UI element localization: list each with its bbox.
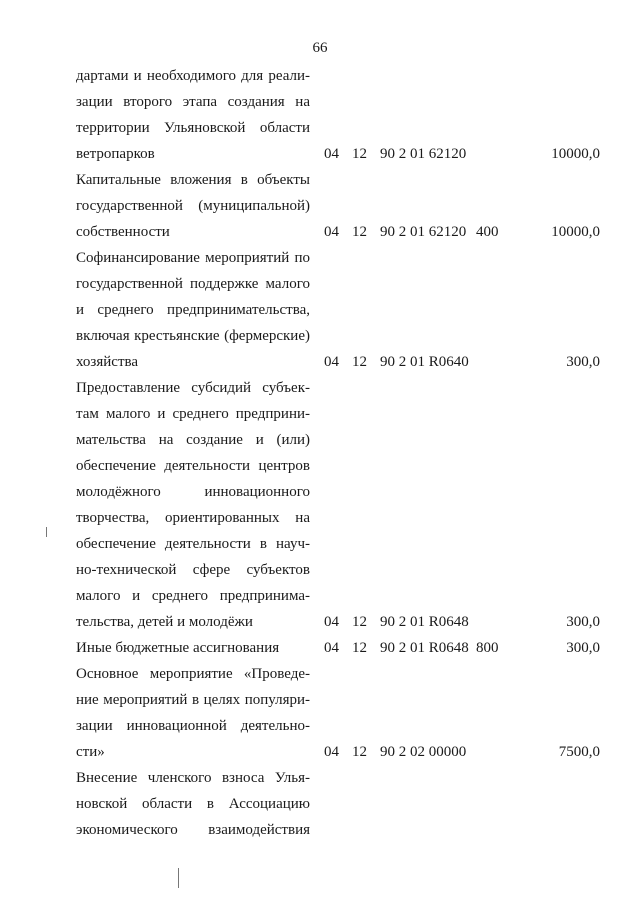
- text-line: Софинансирование мероприятий по: [76, 250, 310, 266]
- section-code: 04: [324, 224, 339, 240]
- subsection-code: 12: [352, 744, 367, 760]
- text-line: малого и среднего предпринима-: [76, 588, 310, 604]
- subsection-code: 12: [352, 354, 367, 370]
- text-line: обеспечение деятельности в науч-: [76, 536, 310, 552]
- amount: 7500,0: [558, 744, 600, 760]
- text-line: государственной поддержке малого: [76, 276, 310, 292]
- amount: 10000,0: [551, 146, 600, 162]
- text-line: территории Ульяновской области: [76, 120, 310, 136]
- section-code: 04: [324, 614, 339, 630]
- section-code: 04: [324, 146, 339, 162]
- amount: 10000,0: [551, 224, 600, 240]
- text-line: собственности: [76, 224, 170, 240]
- text-line: обеспечение деятельности центров: [76, 458, 310, 474]
- text-line: Иные бюджетные ассигнования: [76, 640, 280, 656]
- scan-mark: [178, 868, 179, 888]
- text-line: но-технической сфере субъектов: [76, 562, 310, 578]
- classifier-code: 90 2 01 R0640: [380, 354, 469, 370]
- classifier-code: 90 2 01 62120: [380, 224, 467, 240]
- text-line: мательства на создание и (или): [76, 432, 310, 448]
- text-line: включая крестьянские (фермерские): [76, 328, 310, 344]
- amount: 300,0: [566, 640, 600, 656]
- text-line: Капитальные вложения в объекты: [76, 172, 310, 188]
- subsection-code: 12: [352, 640, 367, 656]
- text-line: Предоставление субсидий субъек-: [76, 380, 310, 396]
- expense-type-code: 800: [476, 640, 499, 656]
- text-line: экономического взаимодействия: [76, 822, 310, 838]
- classifier-code: 90 2 01 R0648: [380, 640, 469, 656]
- text-line: тельства, детей и молодёжи: [76, 614, 253, 630]
- text-line: Внесение членского взноса Улья-: [76, 770, 310, 786]
- text-line: и среднего предпринимательства,: [76, 302, 310, 318]
- text-line: зации инновационной деятельно-: [76, 718, 310, 734]
- amount: 300,0: [566, 614, 600, 630]
- subsection-code: 12: [352, 224, 367, 240]
- section-code: 04: [324, 640, 339, 656]
- text-line: хозяйства: [76, 354, 139, 370]
- text-line: Основное мероприятие «Проведе-: [76, 666, 310, 682]
- subsection-code: 12: [352, 614, 367, 630]
- text-line: ние мероприятий в целях популяри-: [76, 692, 310, 708]
- text-line: творчества, ориентированных на: [76, 510, 310, 526]
- text-line: государственной (муниципальной): [76, 198, 310, 214]
- page-number: 66: [312, 40, 328, 56]
- section-code: 04: [324, 354, 339, 370]
- text-line: ветропарков: [76, 146, 155, 162]
- text-line: дартами и необходимого для реали-: [76, 68, 310, 84]
- text-line: новской области в Ассоциацию: [76, 796, 310, 812]
- subsection-code: 12: [352, 146, 367, 162]
- scan-mark: [46, 527, 47, 537]
- classifier-code: 90 2 02 00000: [380, 744, 467, 760]
- classifier-code: 90 2 01 R0648: [380, 614, 469, 630]
- expense-type-code: 400: [476, 224, 499, 240]
- amount: 300,0: [566, 354, 600, 370]
- text-line: молодёжного инновационного: [76, 484, 310, 500]
- classifier-code: 90 2 01 62120: [380, 146, 467, 162]
- text-line: там малого и среднего предприни-: [76, 406, 310, 422]
- text-line: сти»: [76, 744, 105, 760]
- text-line: зации второго этапа создания на: [76, 94, 310, 110]
- section-code: 04: [324, 744, 339, 760]
